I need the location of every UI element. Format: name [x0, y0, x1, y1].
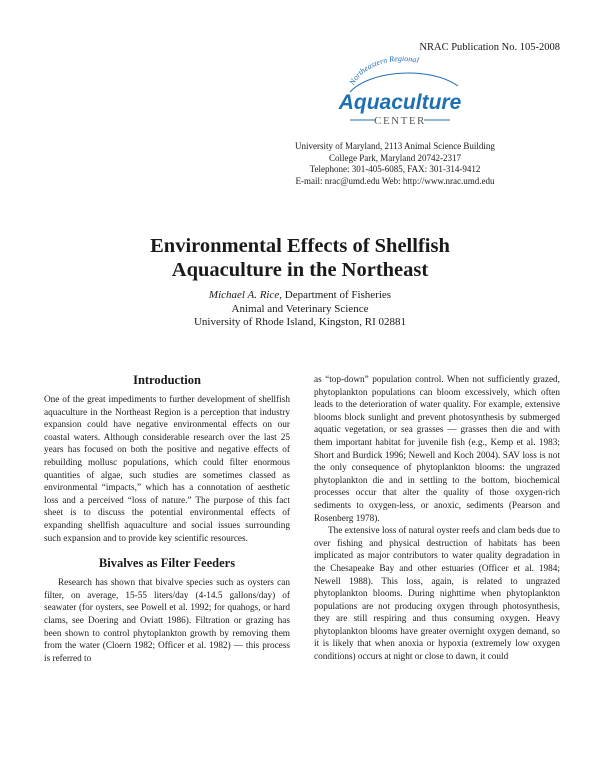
title-line-2: Aquaculture in the Northeast: [171, 259, 429, 281]
author-line: [0, 289, 600, 303]
logo-graphic: [330, 56, 470, 140]
section-heading-introduction: Introduction: [133, 373, 201, 387]
logo-main-text: Aquaculture: [338, 91, 462, 114]
publication-number: NRAC Publication No. 105-2008: [419, 42, 560, 53]
contact-city: College Park, Maryland 20742-2317: [329, 152, 461, 163]
aquaculture-center-logo: [330, 56, 470, 140]
contact-email-web: E-mail: nrac@umd.edu Web: http://www.nrac.umd.edu: [295, 175, 495, 186]
logo-swoosh-icon: [350, 73, 458, 92]
right-paragraph-1: as “top-down” population control. When not sufficiently grazed, phytoplankton populations can bloom excessively, which often leads to the deterioration of water quality. For example, extensive blooms block sunlight and prevent photosynthesis by submerged aquatic vegetation, or sea grasses — grasses then die and with them important habitat for juvenile fish (e.g., Kemp et al. 1983; Short and Burdick 1996; Newell and Koch 2004). SAV loss is not the only consequence of phytoplankton blooms: the ungrazed phytoplankton die and in settling to the bottom, biochemical processes occur that alter the quality of those oxygen-rich sediments to oxygen-less, or anoxic, sediments (Pearson and Rosenberg 1978).: [314, 375, 560, 524]
author-dept-1: , Department of Fisheries: [279, 289, 392, 301]
logo-sub-text: CENTER: [374, 115, 426, 127]
contact-address: University of Maryland, 2113 Animal Science Building: [295, 141, 495, 151]
author-affiliation: University of Rhode Island, Kingston, RI 02881: [193, 316, 407, 328]
contact-block: [250, 141, 540, 187]
author-name: Michael A. Rice: [208, 289, 280, 301]
right-column: [314, 374, 560, 664]
contact-phone: Telephone: 301-405-6085, FAX: 301-314-9412: [309, 164, 481, 175]
right-paragraph-2: The extensive loss of natural oyster reefs and clam beds due to over fishing and physical destruction of habitats has been implicated as major contributors to water quality degradation in the Chesapeake Bay and other estuaries (Officer et al. 1984; Newell 1988). This loss, again, is related to ungrazed phytoplankton blooms. During nighttime when phytoplankton populations are not producing oxygen through photosynthesis, they are still respiring and thus consuming oxygen. Heavy phytoplankton blooms have greater overnight oxygen demand, so it is likely that when anoxia or hypoxia (extremely low oxygen conditions) occurs at night or close to dawn, it could: [314, 526, 560, 663]
author-block: [0, 289, 600, 330]
logo-arc-text: Northeastern Regional: [347, 56, 420, 87]
page-title: [0, 234, 600, 282]
section-heading-filter-feeders: Bivalves as Filter Feeders: [98, 556, 236, 571]
introduction-paragraph: One of the great impediments to further development of shellfish aquaculture in the Northeast Region is a perception that industry expansion could have negative environmental effects on our coastal waters. Although considerable research over the last 25 years has focused on both the positive and negative effects of rebuilding mollusc populations, which could filter enormous quantities of algae, such studies are sometimes classed as environmental “impacts,” which has a connotation of aesthetic loss and a perceived “loss of nature.” The purpose of this fact sheet is to discuss the potential environmental effects of expanding shellfish aquaculture and social issues surrounding such expansion and to provide key scientific resources.: [44, 395, 290, 544]
author-dept-2: Animal and Veterinary Science: [231, 302, 369, 315]
title-line-1: Environmental Effects of Shellfish: [150, 235, 450, 257]
left-column: [44, 372, 290, 665]
filter-feeders-paragraph: Research has shown that bivalve species such as oysters can filter, on average, 15-55 liters/day (4-14.5 gallons/day) of seawater (for oysters, see Powell et al. 1992; for quahogs, or hard clams, see Doering and Oviatt 1986). Filtration or grazing has been shown to control phytoplankton growth by removing them from the water (Cloern 1982; Officer et al. 1982) — this process is referred to: [44, 578, 290, 664]
